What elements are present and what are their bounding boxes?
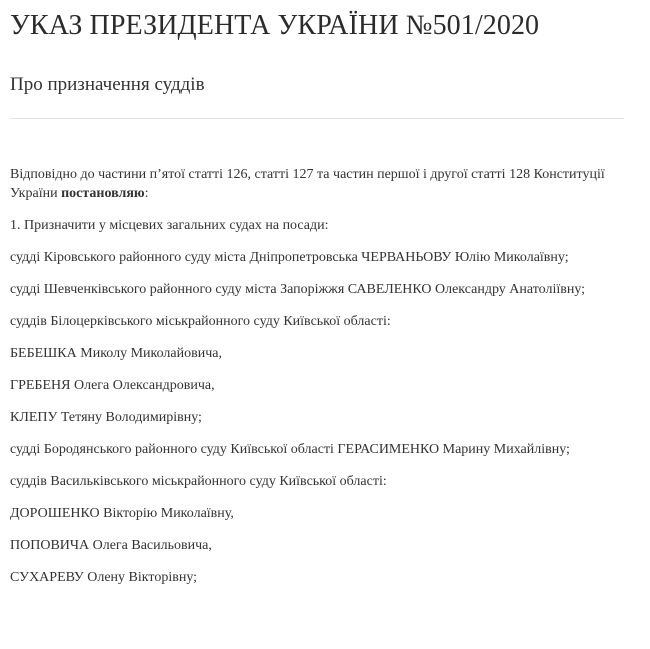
decree-paragraph: КЛЕПУ Тетяну Володимирівну;	[10, 410, 202, 425]
decree-paragraph: судді Шевченківського районного суду міста Запоріжжя САВЕЛЕНКО Олександру Анатоліївну;	[10, 282, 586, 297]
preamble-paragraph	[10, 165, 615, 203]
decree-paragraph: 1. Призначити у місцевих загальних судах на посади:	[10, 218, 329, 233]
decree-paragraph: ПОПОВИЧА Олега Васильовича,	[10, 538, 212, 553]
decree-paragraph: БЕБЕШКА Миколу Миколайовича,	[10, 346, 222, 361]
page-title: УКАЗ ПРЕЗИДЕНТА УКРАЇНИ №501/2020	[10, 10, 540, 41]
decree-body	[10, 165, 615, 600]
preamble-bold: постановляю	[61, 186, 145, 201]
decree-paragraph: ГРЕБЕНЯ Олега Олександровича,	[10, 378, 215, 393]
preamble-text: Відповідно до частини п’ятої статті 126, статті 127 та частин першої і другої статті 128 Конституції України	[10, 167, 605, 201]
divider	[10, 118, 624, 119]
decree-paragraph: ДОРОШЕНКО Вікторію Миколаївну,	[10, 506, 234, 521]
decree-paragraph: суддів Васильківського міськрайонного суду Київської області:	[10, 474, 387, 489]
decree-paragraph: СУХАРЕВУ Олену Вікторівну;	[10, 570, 198, 585]
decree-subtitle: Про призначення суддів	[10, 74, 205, 95]
decree-paragraph: суддів Білоцерківського міськрайонного суду Київської області:	[10, 314, 391, 329]
decree-paragraph: судді Бородянського районного суду Київської області ГЕРАСИМЕНКО Марину Михайлівну;	[10, 442, 570, 457]
decree-page	[10, 0, 630, 649]
preamble-end: :	[144, 186, 149, 201]
decree-paragraph: судді Кіровського районного суду міста Дніпропетровська ЧЕРВАНЬОВУ Юлію Миколаївну;	[10, 250, 569, 265]
